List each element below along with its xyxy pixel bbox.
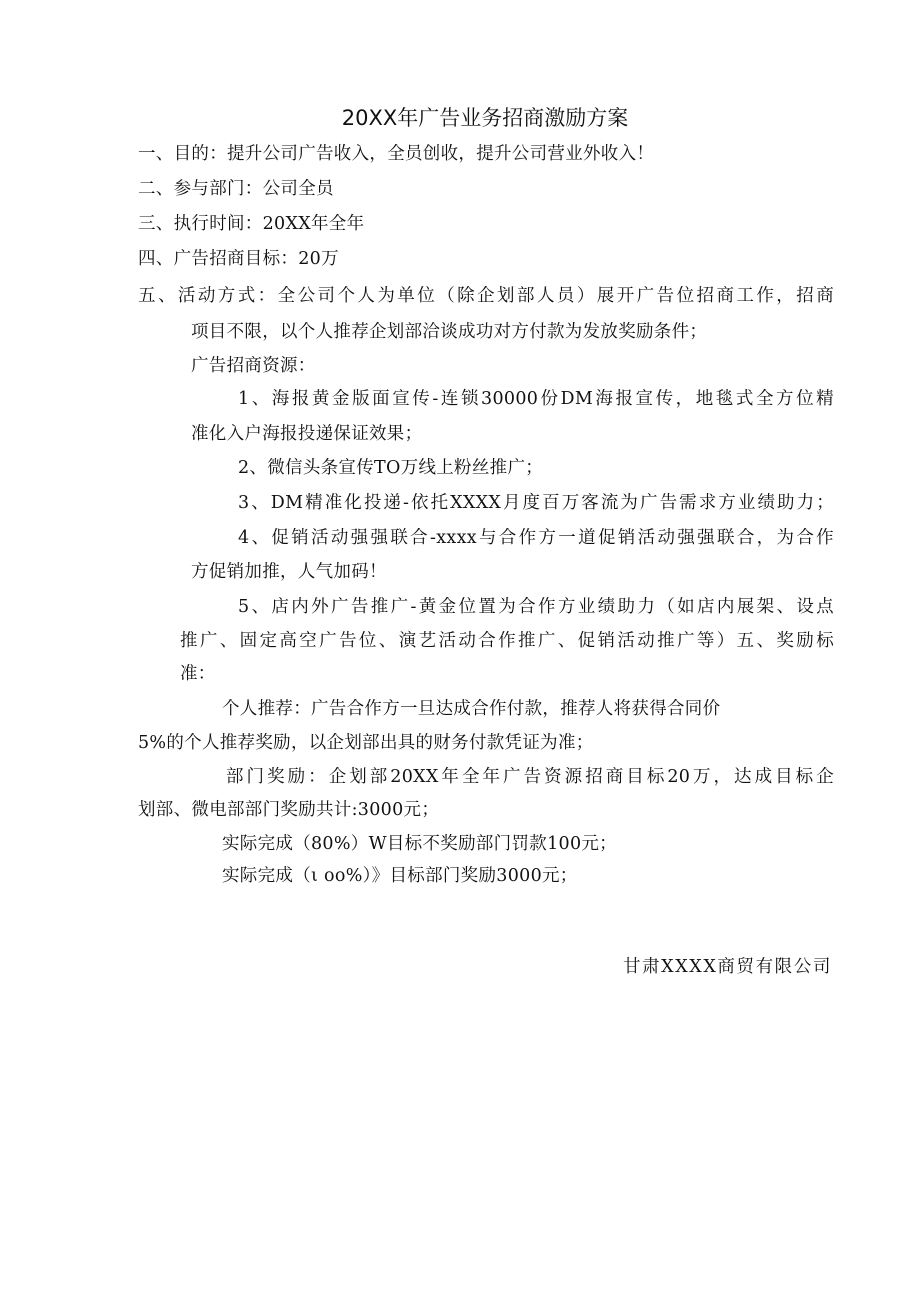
- actual-completion-100: 实际完成（ι oo%）》目标部门奖励3000元；: [222, 866, 578, 886]
- section5-line-2: 项目不限，以个人推荐企划部洽谈成功对方付款为发放奖励条件；: [191, 322, 708, 342]
- reward-personal-line-1: 个人推荐：广告合作方一旦达成合作付款，推荐人将获得合同价: [222, 699, 721, 719]
- section5-line-1: 五、活动方式：全公司个人为单位（除企划部人员）展开广告位招商工作，招商: [138, 286, 834, 306]
- resource-4-line-2: 方促销加推，人气加码！: [191, 562, 387, 582]
- reward-dept-line-1: 部门奖励：企划部20XX年全年广告资源招商目标20万，达成目标企: [226, 767, 834, 787]
- reward-personal-line-2: 5%的个人推荐奖励，以企划部出具的财务付款凭证为准；: [138, 733, 594, 753]
- resource-1-line-1: 1、海报黄金版面宣传-连锁30000份DM海报宣传，地毯式全方位精: [238, 389, 834, 409]
- resource-5-line-2: 推广、固定高空广告位、演艺活动合作推广、促销活动推广等）五、奖励标: [180, 631, 834, 651]
- company-signature: 甘肃XXXX商贸有限公司: [622, 957, 832, 977]
- item-execution-time: 三、执行时间：20XX年全年: [138, 214, 365, 234]
- item-target: 四、广告招商目标：20万: [138, 249, 339, 269]
- resource-1-line-2: 准化入户海报投递保证效果；: [191, 424, 423, 444]
- resources-heading: 广告招商资源：: [191, 356, 316, 376]
- resource-3: 3、DM精准化投递-依托XXXX月度百万客流为广告需求方业绩助力；: [238, 493, 834, 513]
- resource-2: 2、微信头条宣传TO万线上粉丝推广；: [238, 458, 544, 478]
- actual-completion-80: 实际完成（80%）W目标不奖励部门罚款100元；: [222, 834, 617, 854]
- item-departments: 二、参与部门：公司全员: [138, 179, 334, 199]
- resource-4-line-1: 4、促销活动强强联合-xxxx与合作方一道促销活动强强联合，为合作: [238, 528, 834, 548]
- item-purpose: 一、目的：提升公司广告收入，全员创收，提升公司营业外收入！: [138, 144, 655, 164]
- resource-5-line-3: 准：: [180, 664, 216, 684]
- document-title: 20XX年广告业务招商激励方案: [341, 106, 629, 130]
- reward-dept-line-2: 划部、微电部部门奖励共计:3000元；: [138, 800, 440, 820]
- resource-5-line-1: 5、店内外广告推广-黄金位置为合作方业绩助力（如店内展架、设点: [238, 597, 834, 617]
